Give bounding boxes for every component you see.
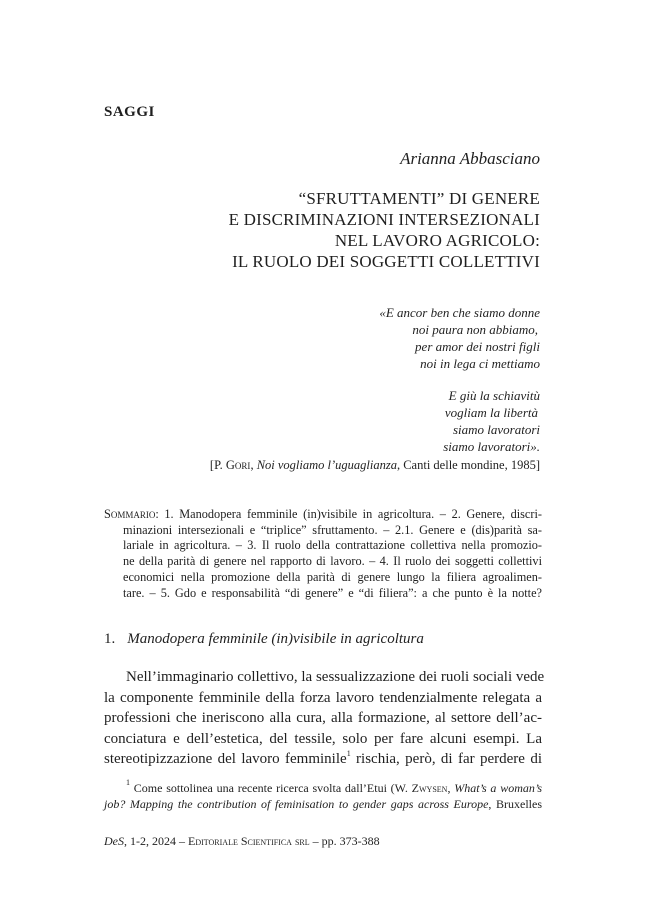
footnote-text: , Bruxelles	[488, 797, 542, 811]
epigraph-line: siamo lavoratori	[452, 422, 540, 437]
epigraph	[379, 304, 540, 470]
footnote-title: job? Mapping the contribution of feminisation to gender gaps across Europe	[104, 797, 489, 811]
section-label: SAGGI	[104, 104, 155, 120]
footnote-line	[104, 796, 542, 812]
epigraph-line: siamo lavoratori».	[443, 439, 540, 454]
section-heading	[104, 631, 424, 648]
article-title	[229, 188, 540, 272]
page-range: – pp. 373-388	[309, 834, 380, 848]
journal-name: DeS	[104, 834, 124, 848]
page-footer	[104, 834, 380, 849]
footnote-text: Come sottolinea una recente ricerca svolta dall’Etui (W.	[133, 781, 412, 795]
summary-line: minazioni intersezionali e “triplice” sfruttamento. – 2.1. Genere e (dis)parità sa-	[123, 522, 542, 537]
body-line: professioni che ineriscono alla cura, alla formazione, al settore dell’ac-	[104, 710, 542, 726]
section-number: 1.	[104, 631, 116, 647]
author-name: Arianna Abbasciano	[400, 149, 540, 168]
epigraph-citation	[210, 458, 540, 473]
footnote-author: Zwysen	[411, 781, 448, 795]
body-text-span: rischia, però, di far perdere di	[350, 751, 542, 767]
summary-line: tare. – 5. Gdo e responsabilità “di genere” e “di filiera”: a che punto è la notte?	[123, 585, 542, 600]
epigraph-line: «E ancor ben che siamo donne	[379, 305, 540, 320]
epigraph-line: per amor dei nostri figli	[415, 339, 540, 354]
body-line: la componente femminile della forza lavoro tendenzialmente relegata a	[104, 689, 542, 706]
footnote-number: 1	[126, 778, 130, 787]
summary-line: ne della parità di genere nel rapporto di lavoro. – 4. Il ruolo dei soggetti collettivi	[123, 554, 542, 569]
title-line: E DISCRIMINAZIONI INTERSEZIONALI	[228, 210, 540, 229]
summary-line: lariale in agricoltura. – 3. Il ruolo della contrattazione collettiva nella promozio-	[123, 538, 542, 553]
epigraph-line: noi in lega ci mettiamo	[420, 356, 540, 371]
epigraph-line: noi paura non abbiamo,	[412, 322, 538, 337]
journal-issue: , 1-2, 2024 –	[124, 834, 188, 848]
footnote-title: What’s a woman’s	[454, 781, 542, 795]
title-line: IL RUOLO DEI SOGGETTI COLLETTIVI	[232, 252, 540, 271]
epigraph-line: E giù la schiavitù	[448, 388, 540, 403]
title-line: “SFRUTTAMENTI” DI GENERE	[298, 189, 540, 208]
citation-rest: , Canti delle mondine, 1985]	[396, 458, 540, 472]
summary-line	[104, 507, 542, 523]
summary-line: economici nella promozione della parità di genere lungo la filiera agroalimen-	[123, 569, 542, 584]
epigraph-stanza	[379, 304, 540, 372]
epigraph-line: vogliam la libertà	[444, 405, 538, 420]
summary	[104, 507, 542, 601]
footnote-reference[interactable]: 1	[346, 749, 351, 758]
body-line: conciatura e dell’estetica, del tessile, solo per fare alcuni esempi. La	[104, 730, 542, 747]
citation-open: [P.	[209, 458, 226, 472]
body-line	[104, 749, 542, 770]
summary-text: : 1. Manodopera femminile (in)visibile in agricoltura. – 2. Genere, discri-	[155, 507, 542, 521]
body-line: Nell’immaginario collettivo, la sessualizzazione dei ruoli sociali vede	[126, 669, 545, 685]
body-text	[104, 667, 545, 770]
section-heading-text: Manodopera femminile (in)visibile in agricoltura	[127, 631, 424, 647]
citation-sep: ,	[250, 458, 257, 472]
footnote	[104, 780, 542, 812]
footnote-sep: ,	[447, 781, 455, 795]
publisher-name: Editoriale Scientifica srl	[188, 834, 310, 848]
title-line: NEL LAVORO AGRICOLO:	[334, 231, 540, 250]
citation-author: Gori	[225, 458, 251, 472]
footnote-line	[104, 780, 542, 796]
summary-label: Sommario	[104, 507, 156, 521]
epigraph-stanza	[379, 387, 540, 455]
citation-work: Noi vogliamo l’uguaglianza	[256, 458, 397, 472]
body-text-span: stereotipizzazione del lavoro femminile	[104, 751, 347, 767]
